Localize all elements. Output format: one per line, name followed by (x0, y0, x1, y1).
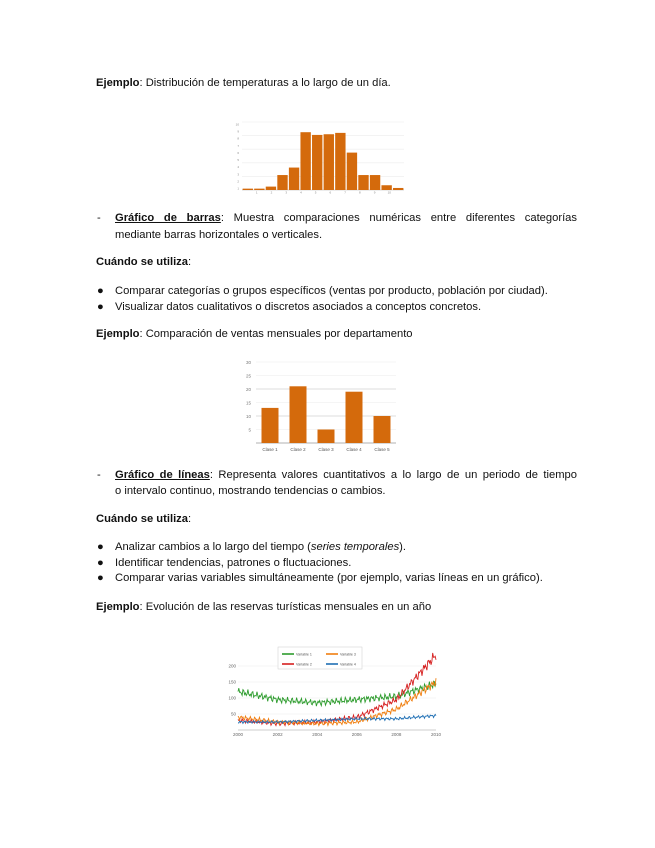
histogram-bar (289, 168, 299, 190)
sales-bar-chart (244, 356, 400, 456)
y-tick-label: 2 (237, 179, 239, 184)
x-tick-label: 10 (387, 190, 391, 194)
histogram-bar (381, 185, 391, 190)
line-chart-description-line1 (115, 469, 577, 481)
histogram-bar (335, 133, 345, 190)
histogram-bar (393, 188, 403, 190)
histogram-bar (243, 189, 253, 190)
histogram-bar (358, 175, 368, 190)
y-tick-label: 1 (237, 186, 239, 191)
y-tick-label: 8 (237, 136, 239, 141)
x-tick-label: 1 (255, 190, 258, 194)
bullet-text: ). (399, 541, 407, 553)
y-tick-label: 30 (245, 360, 251, 365)
bar (262, 408, 279, 443)
bar (374, 416, 391, 443)
bullet-icon: ● (97, 301, 104, 313)
y-tick-label: 20 (245, 387, 251, 392)
y-tick-label: 6 (237, 150, 239, 155)
x-tick-label: 2002 (272, 732, 283, 737)
example-3-paragraph (96, 601, 431, 613)
bullet-emphasis: series temporales (310, 541, 400, 553)
tourism-line-chart (224, 644, 442, 740)
bullet-item: Comparar categorías o grupos específicos (ventas por producto, población por ciudad). (115, 285, 548, 297)
histogram-bar (277, 175, 287, 190)
example-text: : Comparación de ventas mensuales por departamento (139, 328, 413, 340)
x-tick-label: Clase 4 (346, 447, 362, 452)
y-tick-label: 5 (248, 427, 251, 433)
x-tick-label: 2010 (430, 732, 442, 737)
bullet-item: Visualizar datos cualitativos o discretos asociados a conceptos concretos. (115, 301, 482, 313)
when-used-label: Cuándo se utiliza (96, 256, 188, 268)
y-tick-label: 10 (235, 122, 239, 127)
y-tick-label: 3 (237, 172, 239, 177)
x-tick-label: Clase 5 (374, 447, 390, 452)
example-label: Ejemplo (96, 328, 140, 340)
x-tick-label: Clase 2 (290, 447, 306, 452)
bullet-icon: ● (97, 285, 104, 297)
when-used-label: Cuándo se utiliza (96, 513, 188, 525)
bar (346, 392, 363, 443)
bullet-text: Analizar cambios a lo largo del tiempo ( (115, 541, 311, 553)
histogram-bar (266, 187, 276, 190)
x-tick-label: 8 (358, 190, 361, 194)
histogram-bar (312, 135, 322, 190)
line-chart-title: Gráfico de líneas (115, 469, 210, 481)
example-label: Ejemplo (96, 601, 140, 613)
x-tick-label: 2004 (312, 732, 323, 737)
x-tick-label: 9 (373, 190, 376, 194)
x-tick-label: 2006 (351, 732, 362, 737)
line-chart-text: : Representa valores cuantitativos a lo largo de un periodo de tiempo (209, 469, 577, 481)
colon: : (188, 513, 192, 525)
x-tick-label: Clase 3 (318, 447, 334, 452)
y-tick-label: 200 (228, 663, 236, 669)
y-tick-label: 4 (237, 165, 239, 170)
x-tick-label: 5 (314, 190, 317, 194)
legend-label: Variable 2 (296, 662, 312, 667)
list-dash: - (97, 212, 101, 224)
histogram-bar (347, 153, 357, 190)
histogram-bar (300, 132, 310, 190)
legend-label: Variable 3 (340, 652, 356, 657)
legend-label: Variable 1 (296, 652, 312, 657)
y-tick-label: 7 (237, 143, 239, 148)
bar (318, 430, 335, 444)
when-used-heading-1 (96, 256, 191, 268)
bullet-item: Comparar varias variables simultáneamente (por ejemplo, varias líneas en un gráfico). (115, 572, 543, 584)
bullet-item: Identificar tendencias, patrones o fluctuaciones. (115, 557, 352, 569)
x-tick-label: 4 (300, 190, 302, 194)
bar-chart-text: : Muestra comparaciones numéricas entre diferentes categorías (220, 212, 577, 224)
example-1-paragraph (96, 77, 391, 89)
when-used-heading-2 (96, 513, 191, 525)
y-tick-label: 25 (245, 373, 251, 379)
example-text: : Evolución de las reservas turísticas mensuales en un año (139, 601, 432, 613)
bar (290, 386, 307, 443)
example-text: : Distribución de temperaturas a lo largo de un día. (139, 77, 391, 89)
bar-chart-description-line1 (115, 212, 577, 224)
y-tick-label: 150 (228, 679, 236, 685)
y-tick-label: 100 (228, 695, 236, 701)
bullet-icon: ● (97, 557, 104, 569)
histogram-bar (324, 134, 334, 190)
y-tick-label: 10 (245, 414, 251, 419)
line-chart-description-line2: o intervalo continuo, mostrando tendencias o cambios. (115, 485, 386, 497)
bar-chart-description-line2: mediante barras horizontales o verticales. (115, 229, 323, 241)
example-2-paragraph (96, 328, 413, 340)
bar-chart-title: Gráfico de barras (115, 212, 221, 224)
example-label: Ejemplo (96, 77, 140, 89)
bullet-item (115, 541, 406, 553)
bullet-icon: ● (97, 572, 104, 584)
x-tick-label: 3 (285, 190, 288, 194)
legend-label: Variable 4 (340, 662, 356, 667)
bullet-icon: ● (97, 541, 104, 553)
x-tick-label: 2008 (391, 732, 402, 737)
histogram-bar (370, 175, 380, 190)
colon: : (188, 256, 192, 268)
x-tick-label: 2000 (232, 732, 244, 737)
x-tick-label: Clase 1 (262, 447, 278, 452)
temperature-histogram (232, 118, 408, 194)
y-tick-label: 50 (230, 711, 236, 717)
y-tick-label: 9 (237, 129, 239, 134)
y-tick-label: 5 (237, 158, 239, 163)
x-tick-label: 7 (344, 190, 346, 194)
x-tick-label: 2 (270, 190, 273, 194)
list-dash: - (97, 469, 101, 481)
y-tick-label: 15 (245, 400, 251, 406)
x-tick-label: 6 (329, 190, 332, 194)
